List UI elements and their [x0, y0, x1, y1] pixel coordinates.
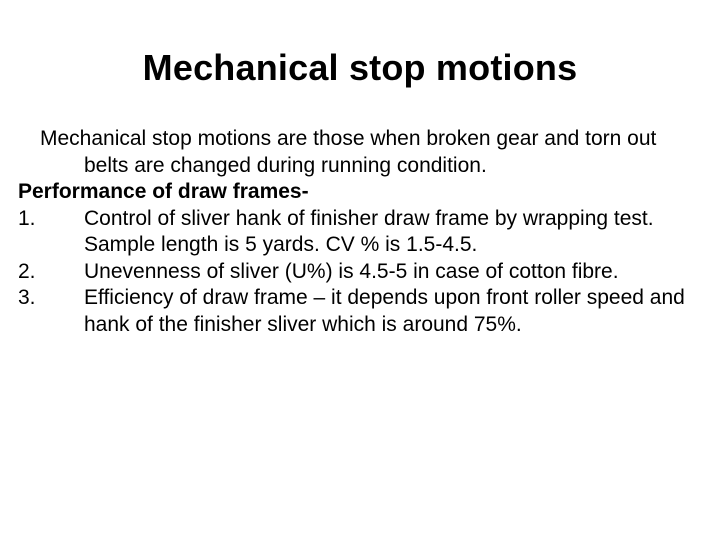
list-item-number: 1. — [18, 206, 36, 230]
list-item-text: Efficiency of draw frame – it depends upon front roller speed and hank of the finisher sliver which is around 75%. — [84, 286, 685, 336]
list-item-number: 3. — [18, 286, 36, 309]
list-item — [18, 259, 698, 286]
intro-paragraph: Mechanical stop motions are those when broken gear and torn out belts are changed during running condition. — [40, 127, 657, 177]
list-item-text: Control of sliver hank of finisher draw frame by wrapping test. Sample length is 5 yards. CV % is 1.5-4.5. — [84, 206, 654, 256]
performance-list — [18, 206, 698, 339]
section-heading: Performance of draw frames- — [18, 180, 309, 203]
list-item-number: 2. — [18, 259, 36, 283]
slide-body — [18, 126, 698, 338]
slide-title: Mechanical stop motions — [142, 47, 578, 88]
list-item — [18, 206, 698, 259]
list-item-text: Unevenness of sliver (U%) is 4.5-5 in case of cotton fibre. — [84, 259, 619, 283]
list-item — [18, 285, 698, 338]
